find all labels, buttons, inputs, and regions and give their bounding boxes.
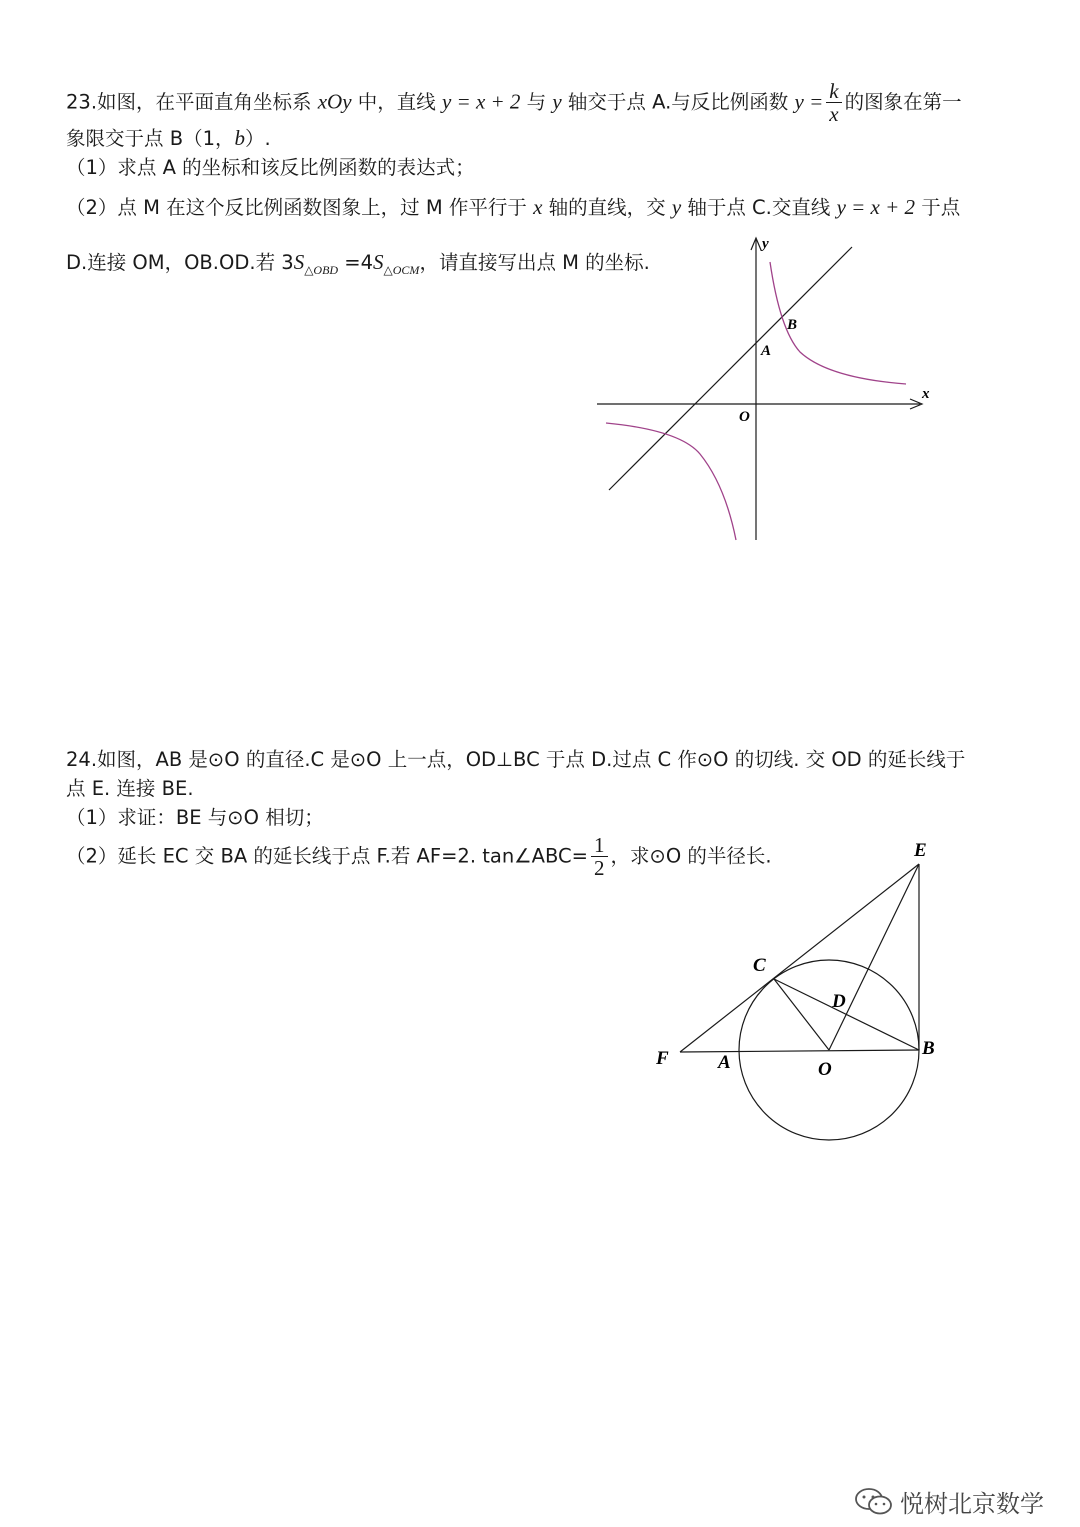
fraction-k-over-x: $\frac{k}{x}$ [826, 80, 841, 126]
segment-CO [774, 979, 829, 1050]
q23-line1: 23.如图，在平面直角坐标系 xOy 中，直线 y = x + 2 与 y 轴交于点 A.与反比例函数 y = $\frac{k}{x}$ 的图象在第一 [66, 79, 962, 127]
label-F: F [656, 1048, 669, 1069]
q24-part1: （1）求证：BE 与⊙O 相切； [66, 806, 324, 829]
label-A: A [761, 343, 772, 359]
q24-part2: （2）延长 EC 交 BA 的延长线于点 F.若 AF=2. tan∠ABC= $\frac{1}{2}$ ，求⊙O 的半径长. [66, 833, 772, 881]
fraction-one-half: $\frac{1}{2}$ [591, 834, 608, 880]
label-y: y [762, 236, 769, 252]
label-O: O [818, 1059, 832, 1080]
line-y-eq-x-plus-2 [609, 247, 852, 490]
label-x: x [922, 386, 930, 402]
segment-FE [680, 864, 919, 1052]
label-D: D [832, 991, 846, 1012]
q24-line1: 24.如图，AB 是⊙O 的直径.C 是⊙O 上一点，OD⊥BC 于点 D.过点 C 作⊙O 的切线. 交 OD 的延长线于 [66, 748, 966, 771]
label-B: B [922, 1038, 935, 1059]
label-O: O [739, 409, 750, 425]
line-equation: y = x + 2 [441, 89, 521, 114]
segment-FB [680, 1050, 919, 1052]
q23-part2-line1: （2）点 M 在这个反比例函数图象上，过 M 作平行于 x 轴的直线，交 y 轴于点 C.交直线 y = x + 2 于点 [66, 195, 961, 219]
watermark [854, 1484, 1044, 1519]
q23-part2-line2: D.连接 OM，OB.OD.若 $3S_{\triangle OBD} =4S_{\triangle OCM}$，请直接写出点 M 的坐标. [66, 250, 650, 277]
watermark-text: 悦树北京数学 [900, 1490, 1044, 1518]
label-A: A [718, 1052, 731, 1073]
wechat-icon [854, 1486, 894, 1518]
label-B: B [787, 317, 798, 333]
label-C: C [753, 955, 766, 976]
q23-part1: （1）求点 A 的坐标和该反比例函数的表达式； [66, 156, 475, 179]
segment-OE [829, 864, 919, 1050]
label-E: E [914, 840, 927, 861]
var-xOy: xOy [317, 89, 352, 114]
q23-figure [590, 232, 940, 547]
hyperbola-branch-q3 [606, 423, 736, 540]
q23-line2: 象限交于点 B（1，b）. [66, 126, 271, 150]
q24-line2: 点 E. 连接 BE. [66, 777, 194, 800]
q24-figure [645, 832, 945, 1147]
